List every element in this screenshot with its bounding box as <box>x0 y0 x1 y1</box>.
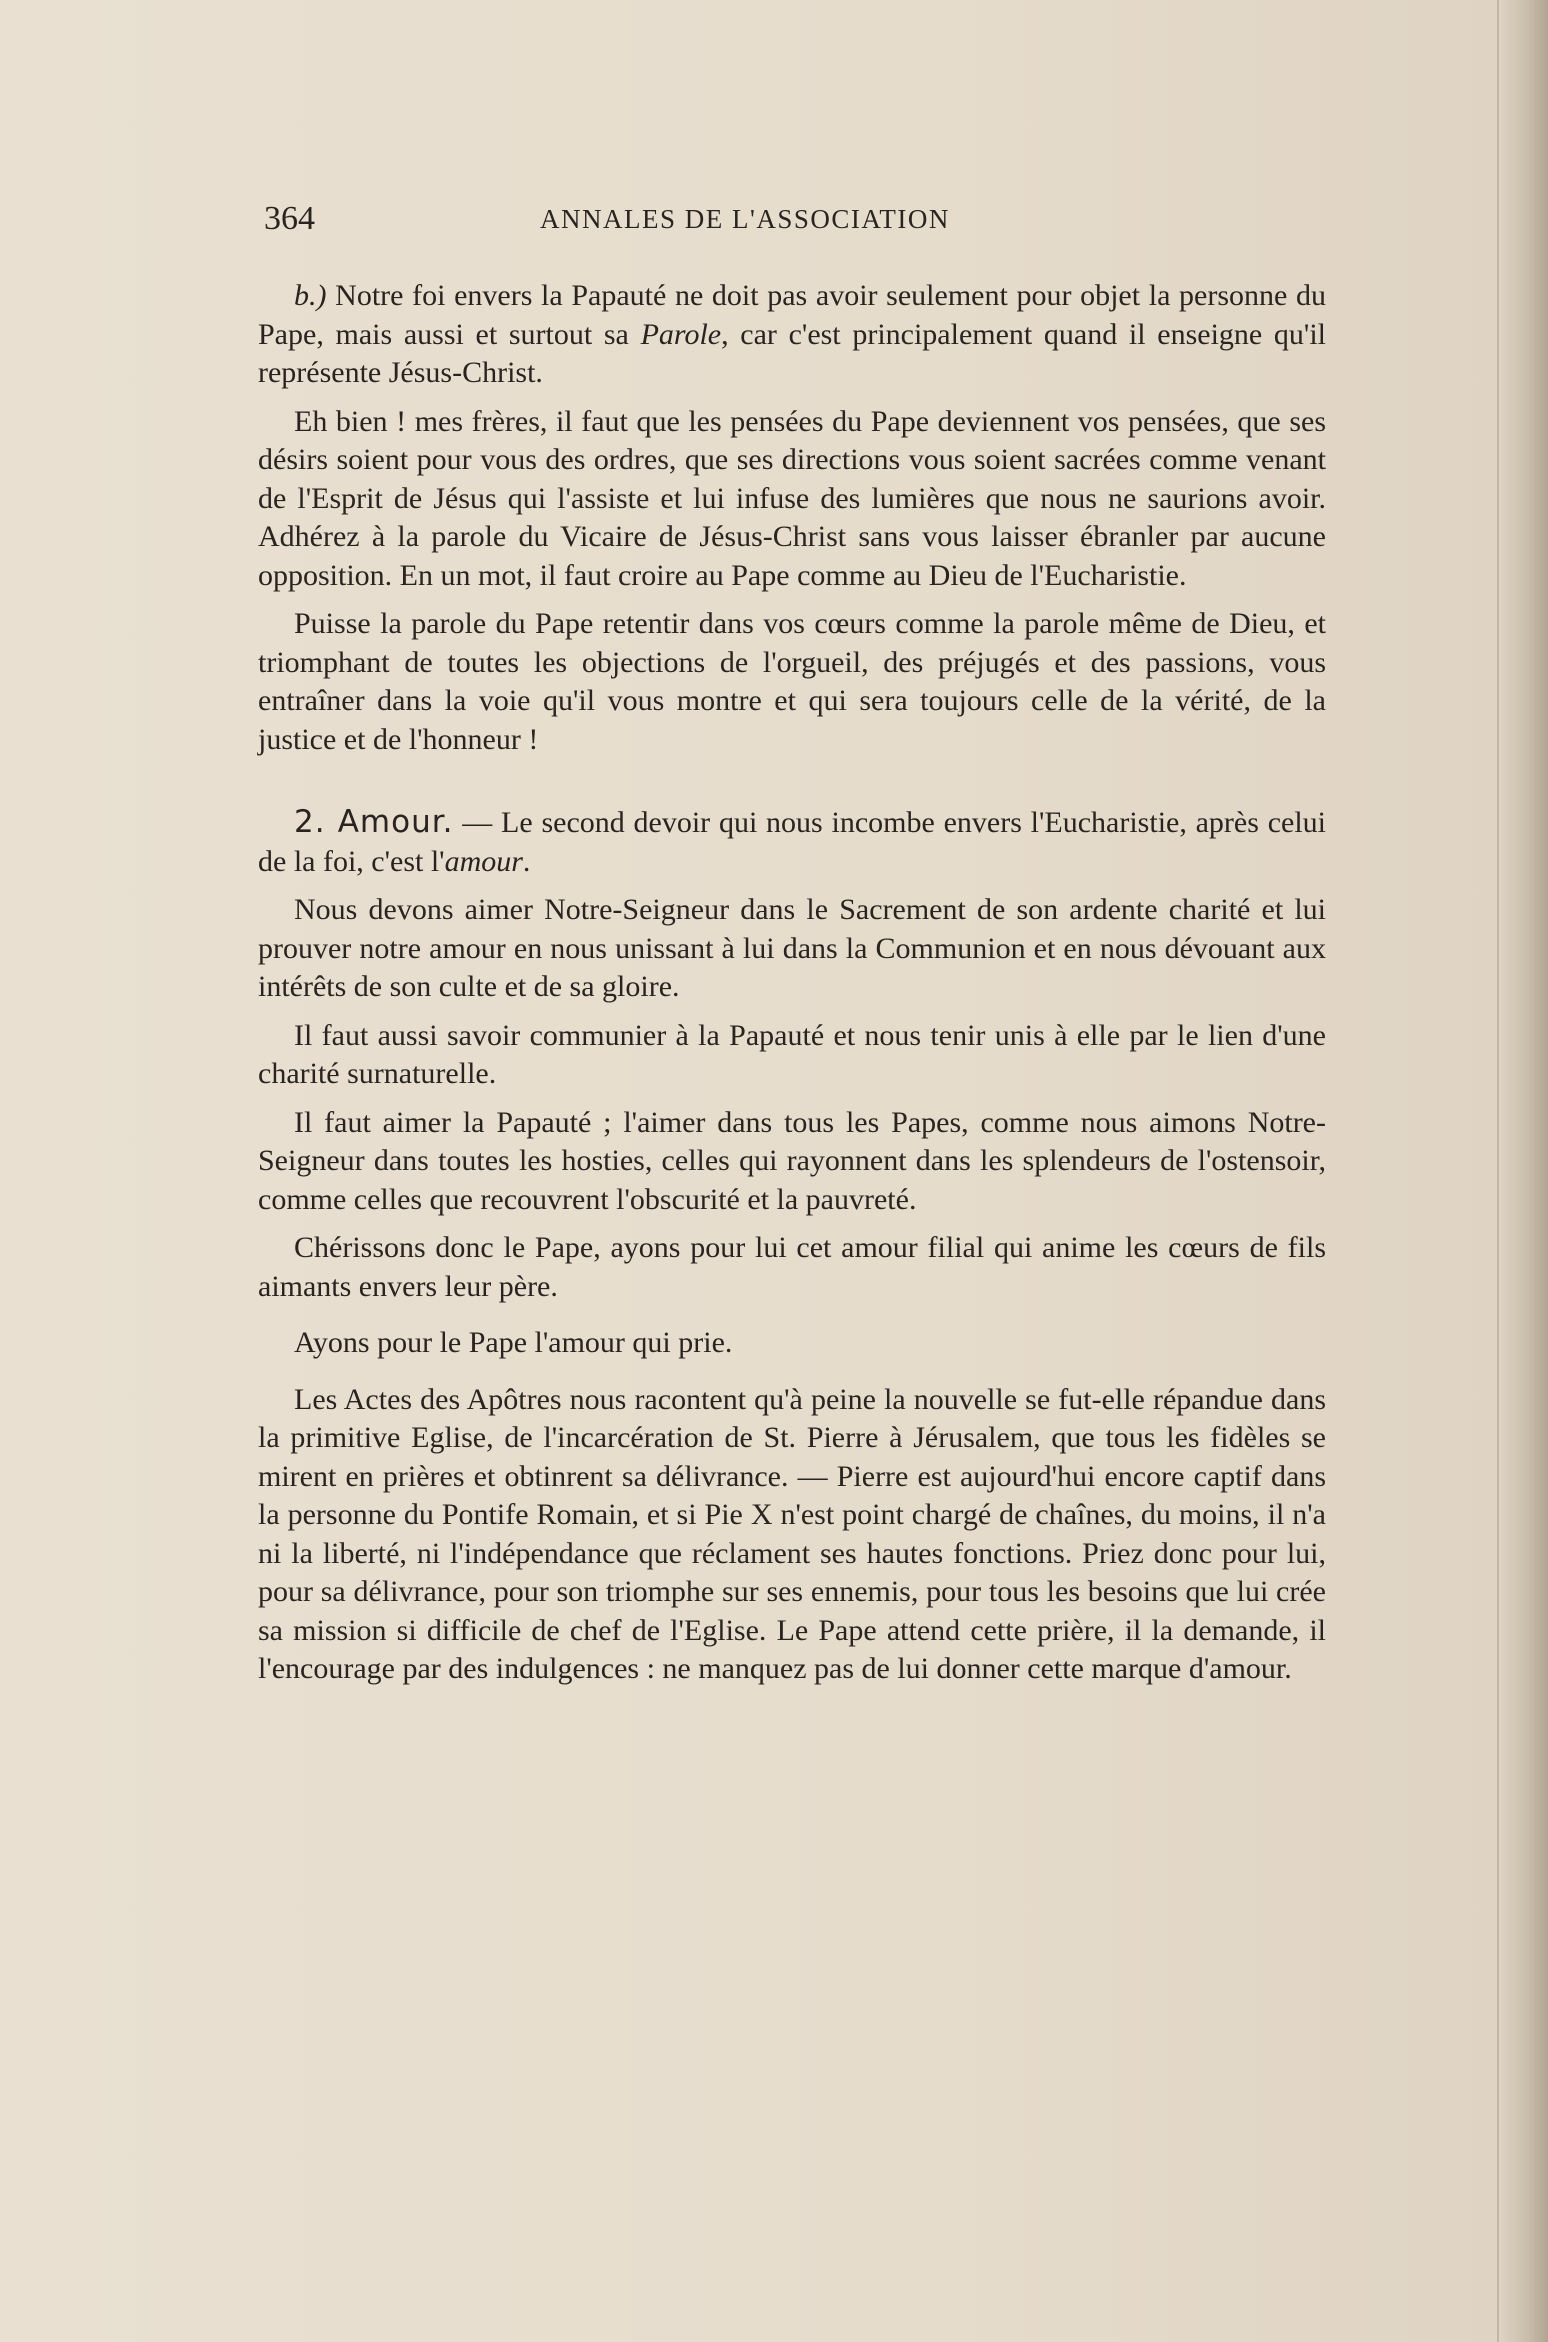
paragraph-cherissons: Chérissons donc le Pape, ayons pour lui cet amour filial qui anime les cœurs de fils aimants envers leur père. <box>258 1231 1326 1303</box>
paragraph-faith-papacy <box>258 277 1326 393</box>
paragraph-emphasis: amour <box>444 844 523 878</box>
page-edge-shadow <box>1498 0 1548 2342</box>
paragraph-text: — Le second devoir qui nous incombe envers l'Eucharistie, après celui de la foi, c'est l' <box>258 806 1326 878</box>
section-title: 2. Amour. <box>294 804 454 840</box>
page-header <box>264 200 1324 250</box>
paragraph-amour-heading <box>258 803 1326 881</box>
paragraph-emphasis: Parole <box>640 317 722 351</box>
paragraph-tail: . <box>522 844 531 878</box>
paragraph-eh-bien: Eh bien ! mes frères, il faut que les pensées du Pape deviennent vos pensées, que ses désirs soient pour vous des ordres, que ses directions vous soient sacrées comme venant de l'Esprit de Jésus qui l'assiste et lui infuse des lumières que nous ne saurions avoir. Adhérez à la parole du Vicaire de Jésus-Christ sans vous laisser ébranler par aucune opposition. En un mot, il faut croire au Pape comme au Dieu de l'Eucharistie. <box>258 404 1326 592</box>
page-fold-line <box>1497 0 1499 2342</box>
paragraph-puisse: Puisse la parole du Pape retentir dans vos cœurs comme la parole même de Dieu, et triomphant de toutes les objections de l'orgueil, des préjugés et des passions, vous entraîner dans la voie qu'il vous montre et qui sera toujours celle de la vérité, de la justice et de l'honneur ! <box>258 607 1326 756</box>
paragraph-aimer-papaute: Il faut aimer la Papauté ; l'aimer dans tous les Papes, comme nous aimons Notre-Seigneur dans toutes les hosties, celles qui rayonnent dans les splendeurs de l'ostensoir, comme celles que recouvrent l'obscurité et la pauvreté. <box>258 1105 1326 1216</box>
paragraph-lead: b.) <box>294 279 327 312</box>
paragraph-nous-devons: Nous devons aimer Notre-Seigneur dans le Sacrement de son ardente charité et lui prouver notre amour en nous unissant à lui dans la Communion et en nous dévouant aux intérêts de son culte et de sa gloire. <box>258 893 1326 1003</box>
paragraph-amour-qui-prie: Ayons pour le Pape l'amour qui prie. <box>294 1326 733 1359</box>
paragraph-actes-apotres: Les Actes des Apôtres nous racontent qu'à peine la nouvelle se fut-elle répandue dans la primitive Eglise, de l'incarcération de St. Pierre à Jérusalem, que tous les fidèles se mirent en prières et obtinrent sa délivrance. — Pierre est aujourd'hui encore captif dans la personne du Pontife Romain, et si Pie X n'est point chargé de chaînes, du moins, il n'a ni la liberté, ni l'indépendance que réclament ses hautes fonctions. Priez donc pour lui, pour sa délivrance, pour son triomphe sur ses ennemis, pour tous les besoins que lui crée sa mission si difficile de chef de l'Eglise. Le Pape attend cette prière, il la demande, il l'encourage par des indulgences : ne manquez pas de lui donner cette marque d'amour. <box>258 1382 1326 1685</box>
running-head: ANNALES DE L'ASSOCIATION <box>540 204 950 234</box>
page-number: 364 <box>264 200 315 237</box>
paragraph-communier: Il faut aussi savoir communier à la Papauté et nous tenir unis à elle par le lien d'une charité surnaturelle. <box>258 1018 1326 1090</box>
paragraph-text: Notre foi envers la Papauté ne doit pas avoir seulement pour objet la personne du Pape, mais aussi et surtout sa <box>258 279 1326 351</box>
paragraph-tail: , car c'est principalement quand il enseigne qu'il représente Jésus-Christ. <box>258 317 1326 389</box>
body-text <box>258 277 1326 1699</box>
